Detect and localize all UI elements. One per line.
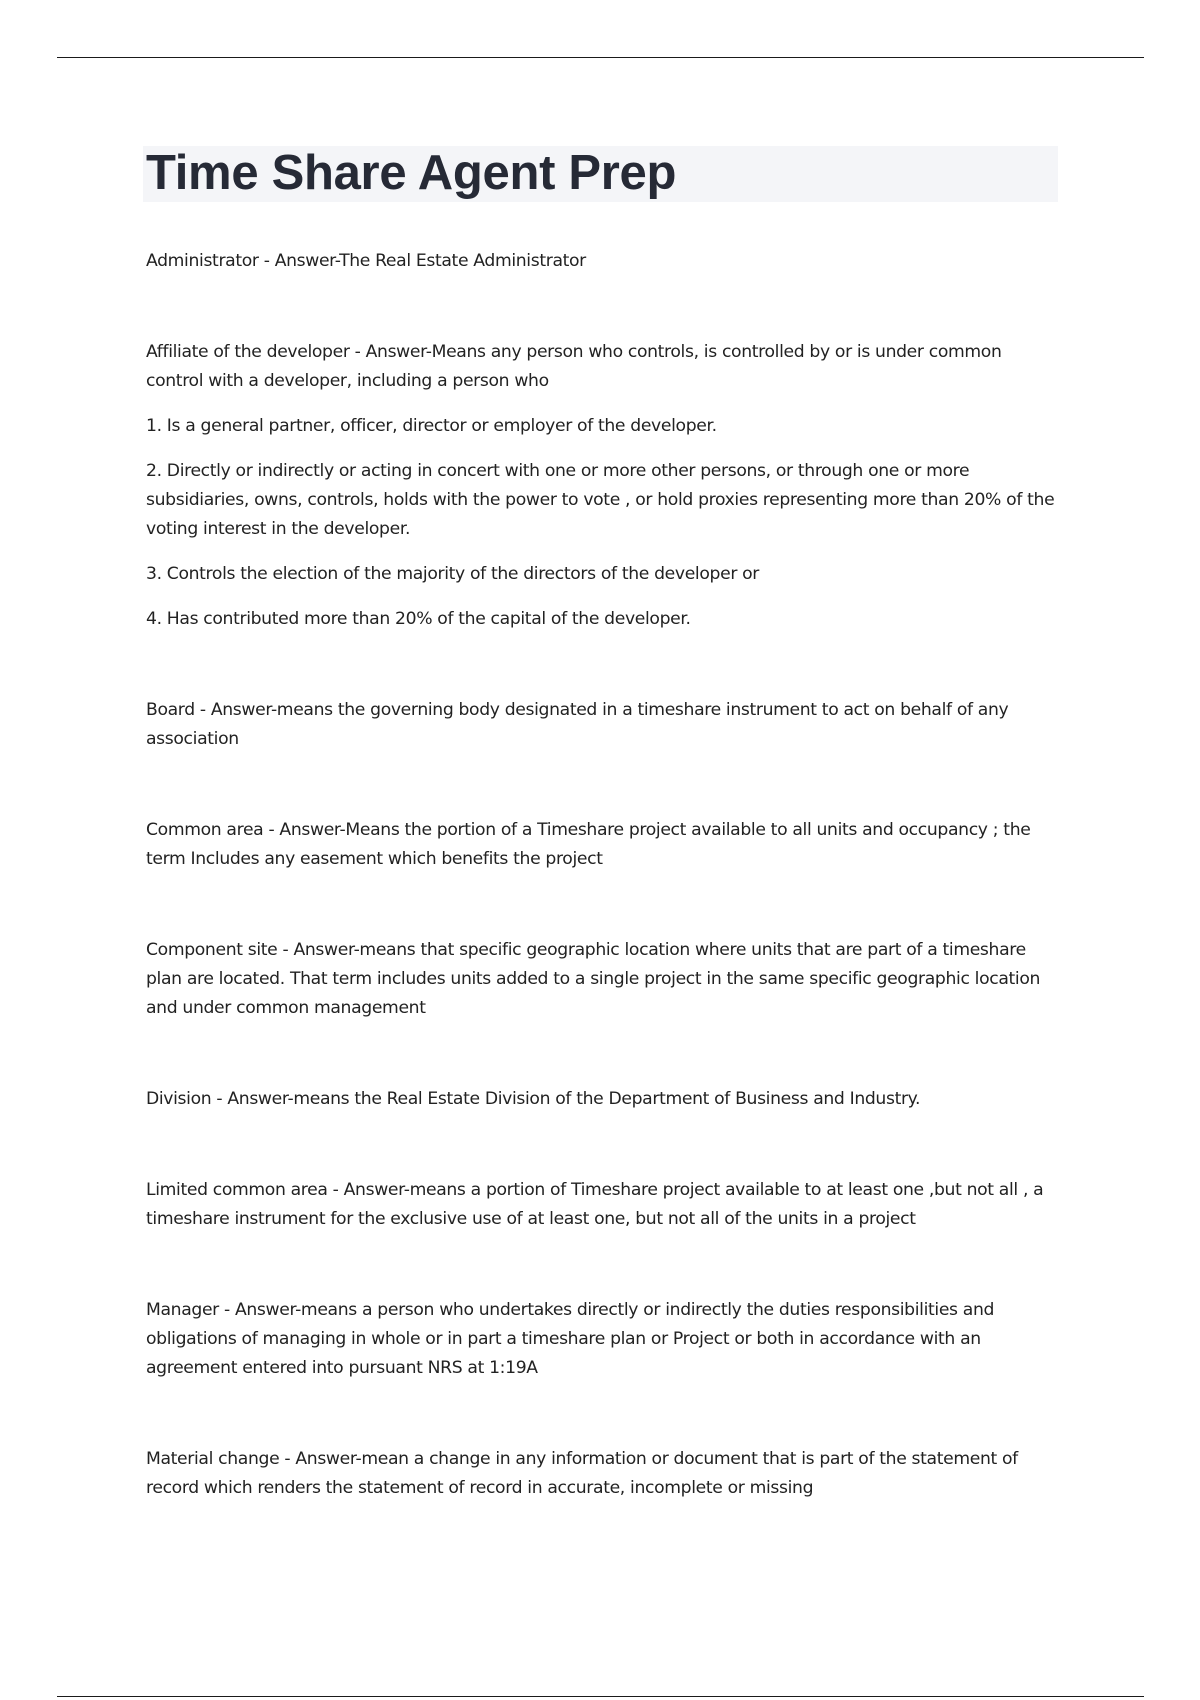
glossary-entry-affiliate-of-the-developer xyxy=(146,338,1061,634)
entry-list-item-3: 3. Controls the election of the majority of the directors of the developer or xyxy=(146,564,760,584)
document-title: Time Share Agent Prep xyxy=(146,146,677,200)
entry-paragraph: Limited common area - Answer-means a portion of Timeshare project available to at least one ,but not all , a timeshare instrument for the exclusive use of at least one, but not all of the units in a project xyxy=(146,1180,1044,1229)
glossary-entry-manager xyxy=(146,1296,1061,1383)
entry-list-item-4: 4. Has contributed more than 20% of the capital of the developer. xyxy=(146,609,691,629)
bottom-rule xyxy=(57,1696,1144,1697)
entry-paragraph: Material change - Answer-mean a change in any information or document that is part of the statement of record which renders the statement of record in accurate, incomplete or missing xyxy=(146,1449,1018,1498)
entry-paragraph: Manager - Answer-means a person who undertakes directly or indirectly the duties responsibilities and obligations of managing in whole or in part a timeshare plan or Project or both in accordance with an agreement entered into pursuant NRS at 1:19A xyxy=(146,1300,995,1378)
entry-paragraph: Board - Answer-means the governing body designated in a timeshare instrument to act on behalf of any association xyxy=(146,700,1009,749)
glossary-entry-division xyxy=(146,1085,1061,1114)
entry-paragraph: Division - Answer-means the Real Estate Division of the Department of Business and Industry. xyxy=(146,1089,921,1109)
glossary-entry-administrator xyxy=(146,247,1061,276)
glossary-entry-component-site xyxy=(146,936,1061,1023)
glossary-entry-board xyxy=(146,696,1061,754)
glossary-entry-common-area xyxy=(146,816,1061,874)
top-rule xyxy=(57,57,1144,58)
glossary-content xyxy=(146,247,1061,1503)
entry-paragraph: Affiliate of the developer - Answer-Means any person who controls, is controlled by or is under common control with a developer, including a person who xyxy=(146,342,1002,391)
entry-paragraph: Common area - Answer-Means the portion of a Timeshare project available to all units and occupancy ; the term Includes any easement which benefits the project xyxy=(146,820,1031,869)
entry-paragraph: Component site - Answer-means that specific geographic location where units that are part of a timeshare plan are located. That term includes units added to a single project in the same specific geographic location and under common management xyxy=(146,940,1041,1018)
entry-list-item-1: 1. Is a general partner, officer, director or employer of the developer. xyxy=(146,416,717,436)
glossary-entry-material-change xyxy=(146,1445,1061,1503)
entry-list-item-2: 2. Directly or indirectly or acting in concert with one or more other persons, or through one or more subsidiaries, owns, controls, holds with the power to vote , or hold proxies representing more than 20% of the voting interest in the developer. xyxy=(146,461,1055,539)
entry-paragraph: Administrator - Answer-The Real Estate Administrator xyxy=(146,251,586,271)
glossary-entry-limited-common-area xyxy=(146,1176,1061,1234)
